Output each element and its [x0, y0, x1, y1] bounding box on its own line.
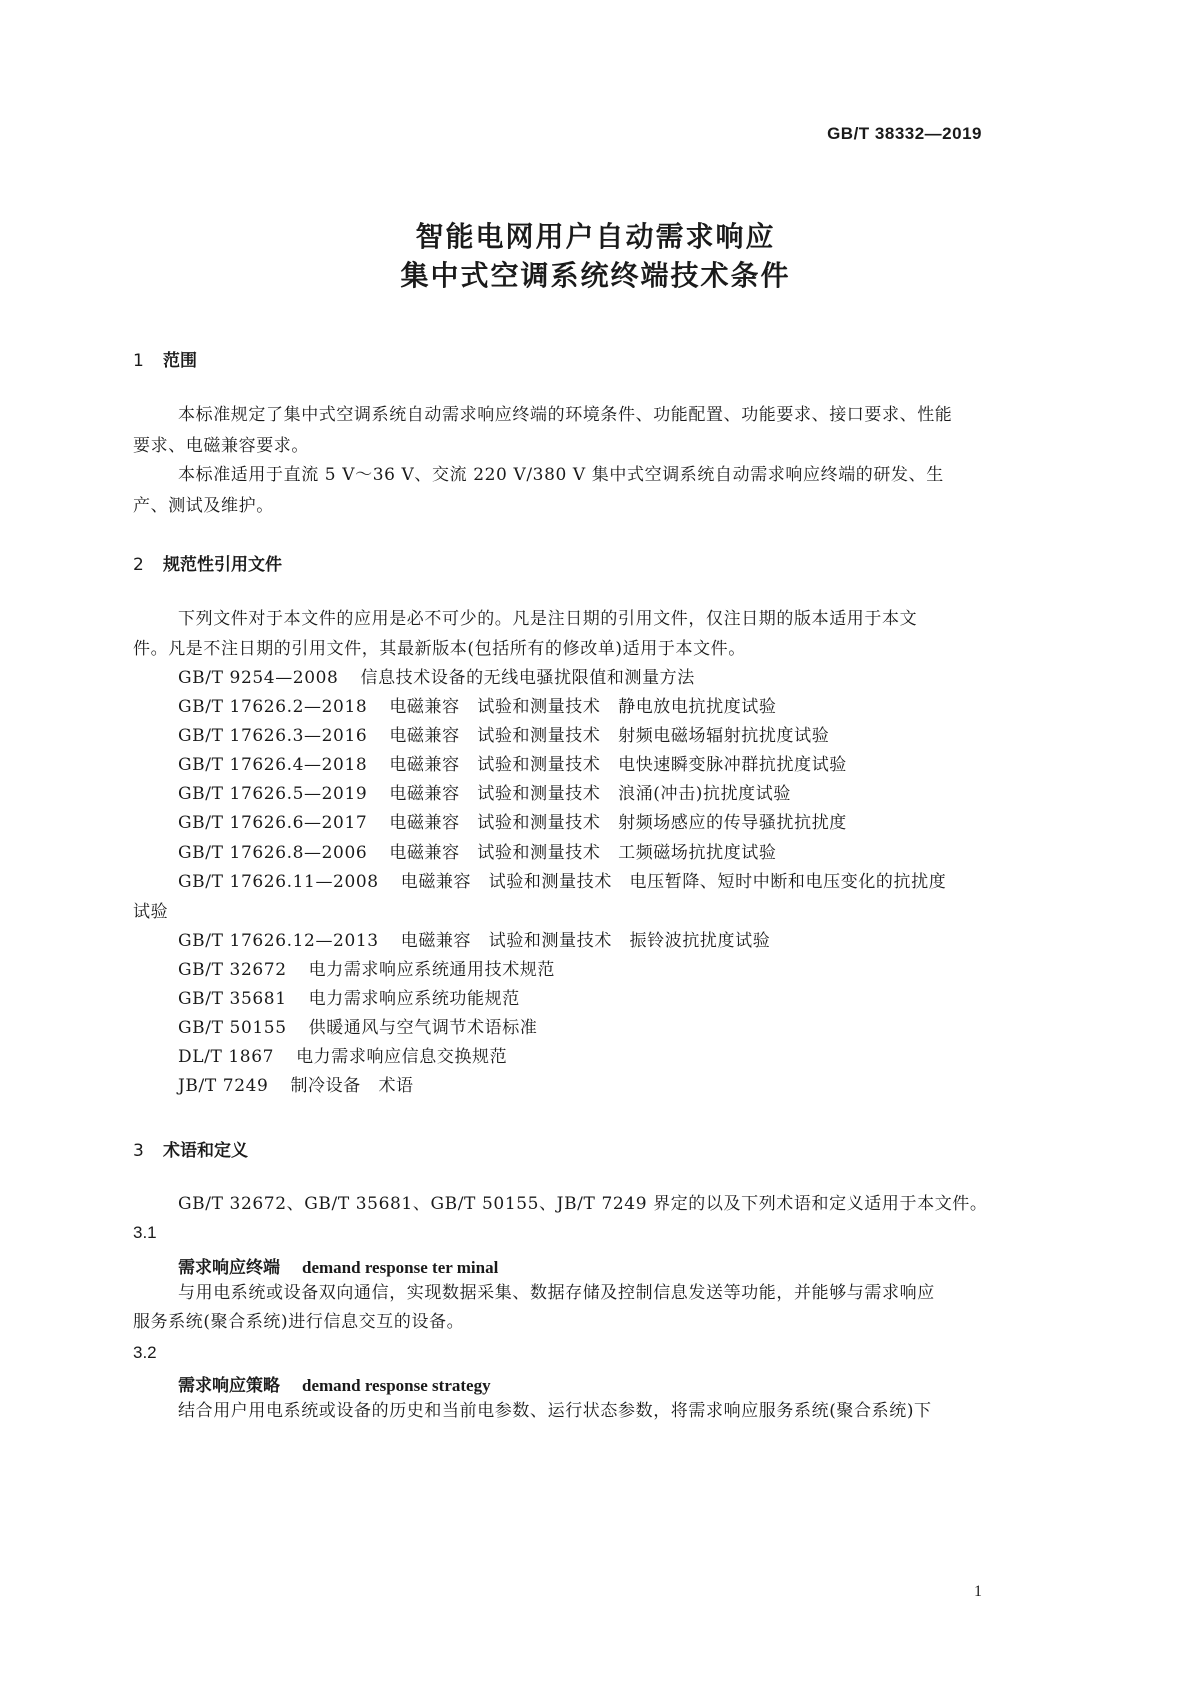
reference-item-continuation: 试验: [133, 902, 169, 922]
term-en: demand response ter minal: [302, 1258, 499, 1277]
reference-item: [178, 721, 829, 752]
reference-item: [178, 1042, 507, 1073]
paragraph-line: 本标准规定了集中式空调系统自动需求响应终端的环境条件、功能配置、功能要求、接口要求、性能: [178, 405, 953, 425]
reference-code: GB/T 17626.3—2016: [178, 726, 368, 746]
reference-title: 电磁兼容 试验和测量技术 静电放电抗扰度试验: [389, 697, 777, 717]
section-number: 1: [133, 351, 144, 371]
reference-item: [178, 808, 847, 839]
term-zh: 需求响应策略: [178, 1376, 280, 1396]
reference-code: GB/T 17626.2—2018: [178, 697, 368, 717]
paragraph-line: 下列文件对于本文件的应用是必不可少的。凡是注日期的引用文件，仅注日期的版本适用于本文: [178, 609, 918, 629]
reference-code: DL/T 1867: [178, 1047, 275, 1067]
reference-title: 电磁兼容 试验和测量技术 射频电磁场辐射抗扰度试验: [389, 726, 830, 746]
reference-item: [178, 984, 520, 1015]
reference-code: GB/T 35681: [178, 989, 287, 1009]
reference-code: GB/T 9254—2008: [178, 668, 339, 688]
term-heading: [178, 1253, 498, 1278]
section-title: 范围: [163, 351, 197, 371]
reference-code: GB/T 17626.12—2013: [178, 931, 379, 951]
reference-item: [178, 838, 777, 869]
reference-title: 供暖通风与空气调节术语标准: [308, 1018, 538, 1038]
term-heading: [178, 1371, 491, 1396]
reference-title: 电力需求响应系统功能规范: [308, 989, 520, 1009]
reference-code: GB/T 17626.11—2008: [178, 872, 379, 892]
reference-item: [178, 1071, 414, 1102]
reference-title: 电磁兼容 试验和测量技术 电压暂降、短时中断和电压变化的抗扰度: [400, 872, 947, 892]
paragraph-line: 结合用户用电系统或设备的历史和当前电参数、运行状态参数，将需求响应服务系统(聚合系统)下: [178, 1401, 932, 1421]
reference-item: [178, 955, 555, 986]
reference-title: 信息技术设备的无线电骚扰限值和测量方法: [360, 668, 695, 688]
paragraph-line: 产、测试及维护。: [133, 496, 274, 516]
paragraph-line: 件。凡是不注日期的引用文件，其最新版本(包括所有的修改单)适用于本文件。: [133, 639, 746, 659]
paragraph-line: 本标准适用于直流 5 V～36 V、交流 220 V/380 V 集中式空调系统自动需求响应终端的研发、生: [178, 465, 944, 485]
section-number: 3: [133, 1141, 144, 1161]
reference-code: GB/T 50155: [178, 1018, 287, 1038]
reference-item: [178, 1013, 537, 1044]
reference-title: 电力需求响应系统通用技术规范: [308, 960, 556, 980]
standard-number: GB/T 38332—2019: [827, 124, 982, 143]
term-en: demand response strategy: [302, 1376, 491, 1395]
section-heading-scope: [133, 346, 197, 371]
paragraph-line: GB/T 32672、GB/T 35681、GB/T 50155、JB/T 7249 界定的以及下列术语和定义适用于本文件。: [178, 1194, 988, 1214]
reference-item: [178, 779, 791, 810]
reference-title: 制冷设备 术语: [290, 1076, 414, 1096]
reference-code: GB/T 17626.8—2006: [178, 843, 368, 863]
section-number: 2: [133, 555, 144, 575]
section-heading-terms-and-definitions: [133, 1136, 248, 1161]
section-title: 规范性引用文件: [163, 555, 282, 575]
reference-item: [178, 663, 695, 694]
term-zh: 需求响应终端: [178, 1258, 280, 1278]
reference-code: GB/T 17626.4—2018: [178, 755, 368, 775]
section-heading-normative-references: [133, 550, 282, 575]
reference-code: GB/T 17626.6—2017: [178, 813, 368, 833]
reference-title: 电磁兼容 试验和测量技术 电快速瞬变脉冲群抗扰度试验: [389, 755, 847, 775]
reference-code: JB/T 7249: [178, 1076, 269, 1096]
paragraph-line: 要求、电磁兼容要求。: [133, 436, 309, 456]
page-number: 1: [974, 1583, 982, 1600]
reference-item: [178, 692, 777, 723]
paragraph-line: 服务系统(聚合系统)进行信息交互的设备。: [133, 1312, 465, 1332]
reference-item: [178, 750, 847, 781]
document-title-line-1: 智能电网用户自动需求响应: [415, 220, 776, 253]
reference-title: 电磁兼容 试验和测量技术 射频场感应的传导骚扰抗扰度: [389, 813, 847, 833]
reference-code: GB/T 17626.5—2019: [178, 784, 368, 804]
term-number: 3.1: [133, 1223, 157, 1242]
reference-item: [178, 926, 770, 957]
term-number: 3.2: [133, 1343, 157, 1362]
document-title-line-2: 集中式空调系统终端技术条件: [400, 259, 791, 292]
paragraph-line: 与用电系统或设备双向通信，实现数据采集、数据存储及控制信息发送等功能，并能够与需求响应: [178, 1283, 935, 1303]
reference-item: [178, 867, 946, 898]
reference-code: GB/T 32672: [178, 960, 287, 980]
reference-title: 电磁兼容 试验和测量技术 工频磁场抗扰度试验: [389, 843, 777, 863]
section-title: 术语和定义: [163, 1141, 248, 1161]
reference-title: 电磁兼容 试验和测量技术 振铃波抗扰度试验: [400, 931, 771, 951]
reference-title: 电磁兼容 试验和测量技术 浪涌(冲击)抗扰度试验: [389, 784, 791, 804]
reference-title: 电力需求响应信息交换规范: [296, 1047, 508, 1067]
